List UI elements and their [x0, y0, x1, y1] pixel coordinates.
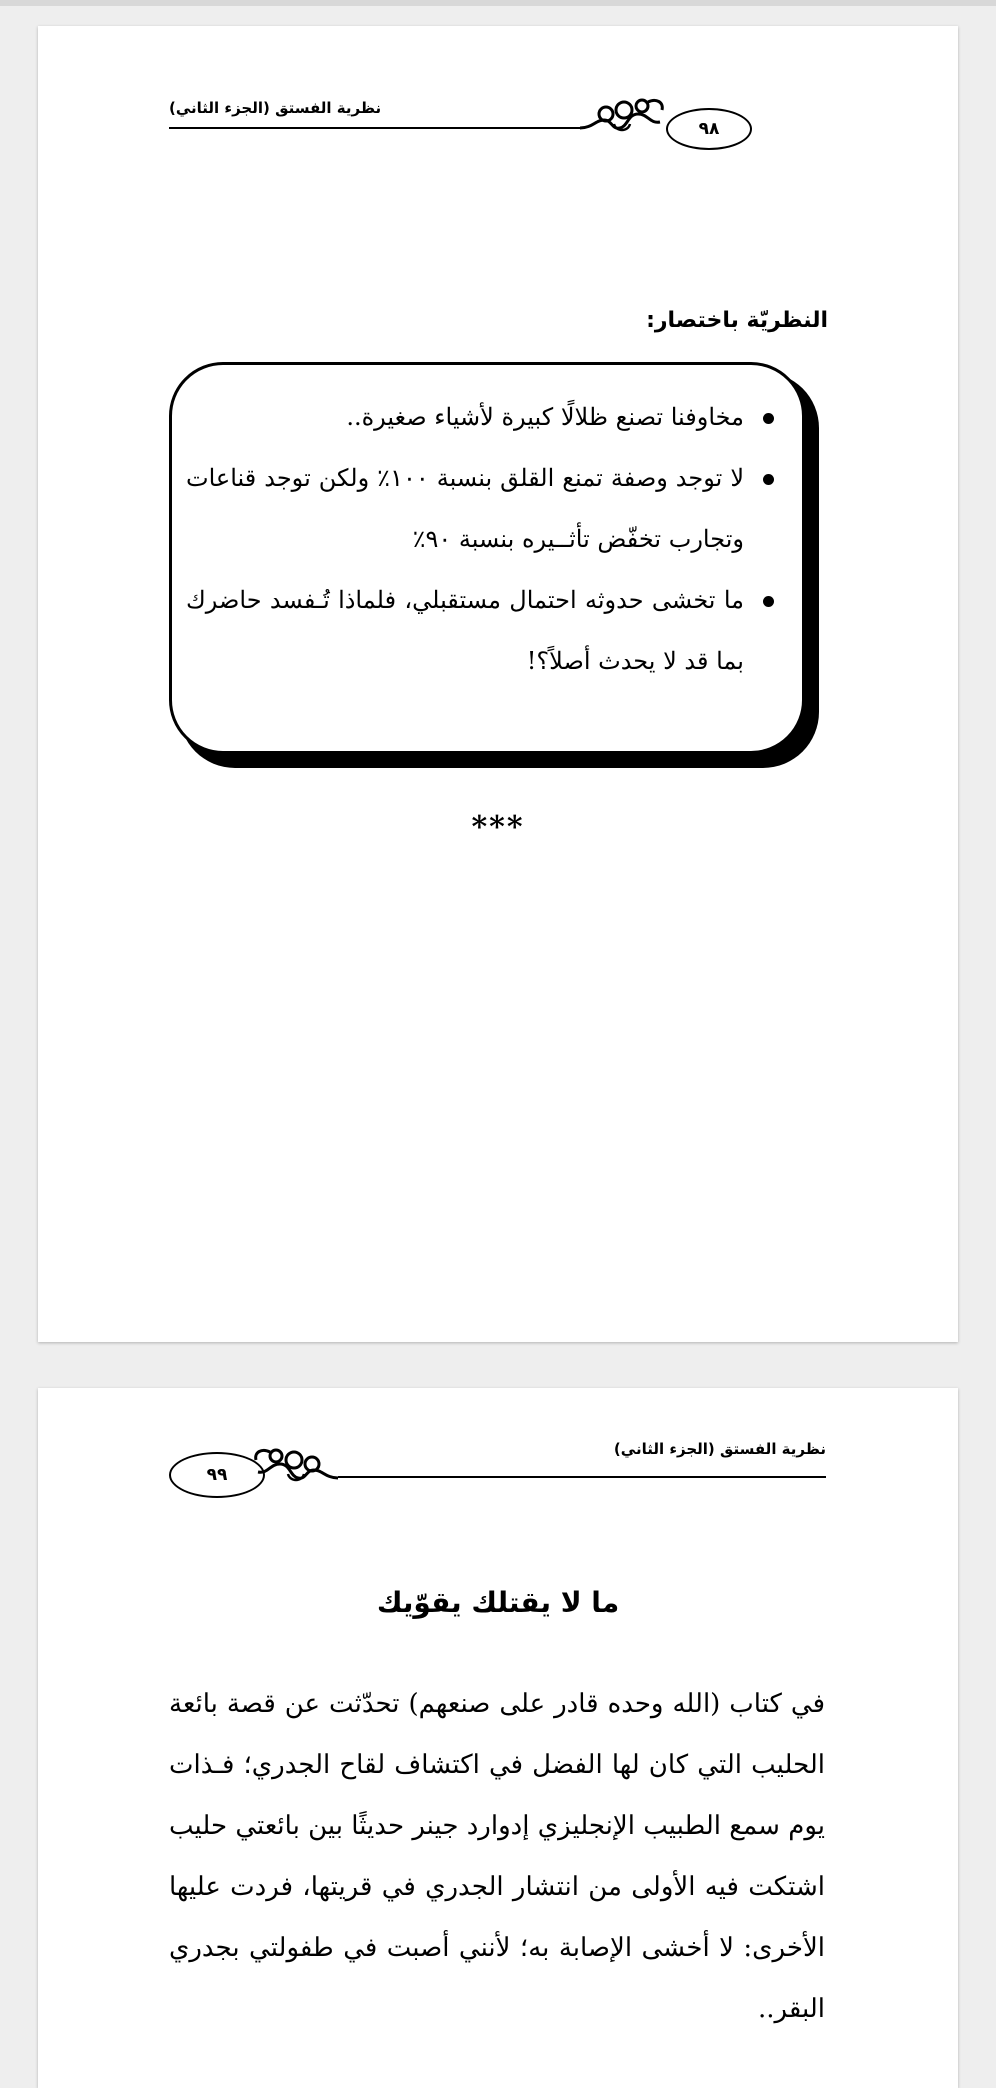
chapter-title: ما لا يقتلك يقوّيك: [376, 1586, 620, 1619]
section-heading: النظريّة باختصار:: [646, 308, 828, 333]
scroll-ornament-icon: [248, 1446, 340, 1488]
summary-item-text: لا توجد وصفة تمنع القلق بنسبة ١٠٠٪ ولكن توجد قناعات وتجارب تخفّض تأثــيره بنسبة ٩٠٪: [186, 464, 745, 553]
summary-box: [169, 362, 805, 754]
header-rule: [169, 127, 585, 129]
bullet-icon: [763, 596, 774, 607]
header-rule: [338, 1476, 826, 1478]
page-99: [38, 1388, 958, 2088]
summary-item: [186, 448, 776, 570]
body-paragraph: في كتاب (الله وحده قادر على صنعهم) تحدّثت عن قصة بائعة الحليب التي كان لها الفضل في اكتشاف لقاح الجدري؛ فـذات يوم سمع الطبيب الإنجليزي إدوارد جينر حديثًا بين بائعتي حليب اشتكت فيه الأولى من انتشار الجدري في قريتها، فردت عليها الأخرى: لا أخشى الإصابة به؛ لأنني أصبت في طفولتي بجدري البقر..: [169, 1689, 825, 2024]
page-98: [38, 26, 958, 1342]
summary-item: [186, 570, 776, 692]
page-number: ٩٩: [169, 1452, 265, 1498]
summary-item-text: ما تخشى حدوثه احتمال مستقبلي، فلماذا تُـفسد حاضرك بما قد لا يحدث أصلاً؟!: [186, 586, 744, 675]
section-separator: ***: [471, 810, 525, 845]
summary-item-text: مخاوفنا تصنع ظلالًا كبيرة لأشياء صغيرة..: [346, 403, 744, 431]
running-title: نظرية الفستق (الجزء الثاني): [613, 1440, 826, 1458]
bullet-icon: [763, 474, 774, 485]
running-title: نظرية الفستق (الجزء الثاني): [169, 99, 382, 117]
scroll-ornament-icon: [578, 96, 670, 138]
summary-list: [186, 387, 776, 692]
viewer-top-bar: [0, 0, 996, 6]
page-number: ٩٨: [666, 108, 752, 150]
bullet-icon: [763, 413, 774, 424]
summary-item: [186, 387, 776, 448]
